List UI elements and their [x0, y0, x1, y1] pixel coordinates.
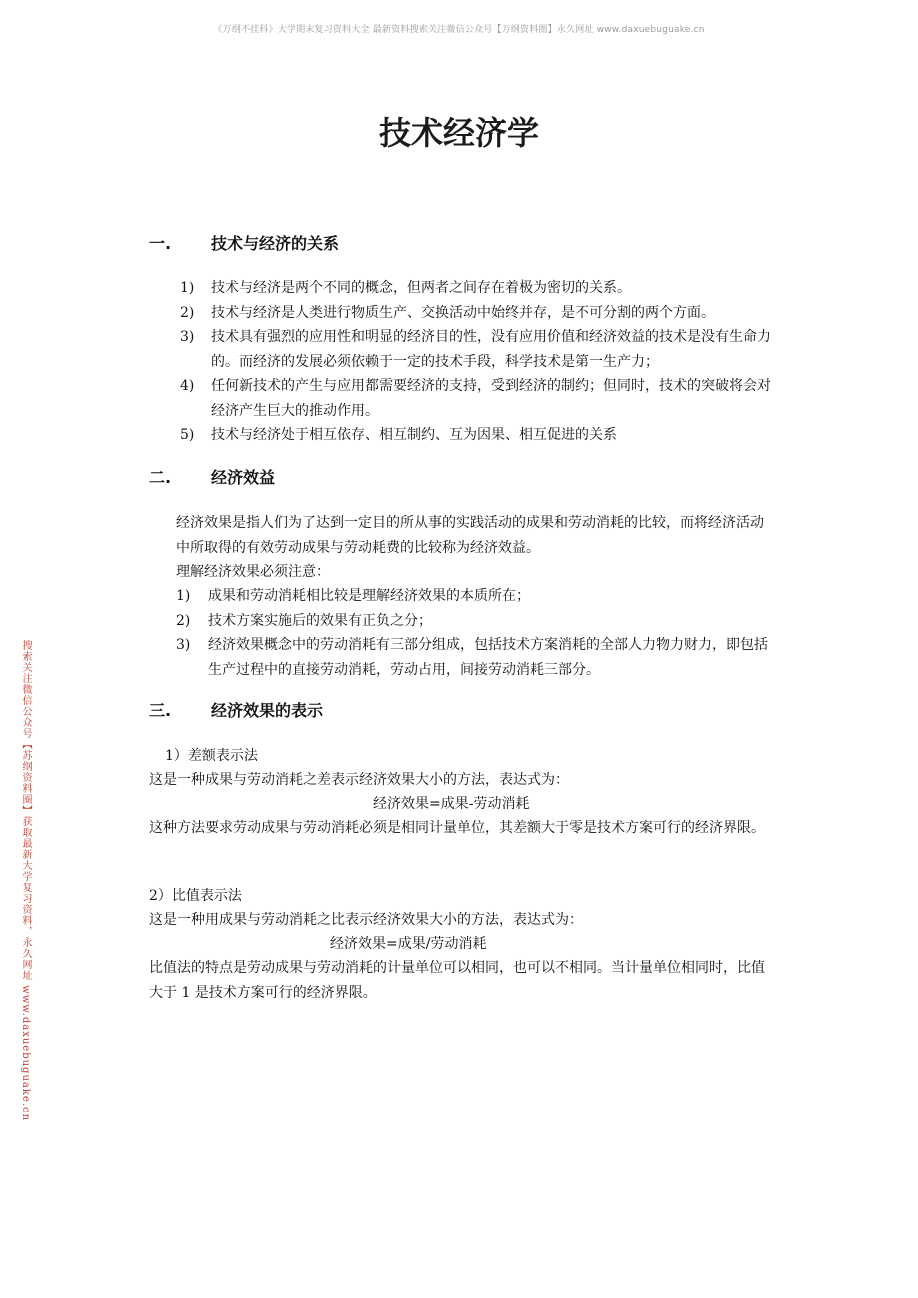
- method-2-formula: 经济效果=成果/劳动消耗: [330, 936, 487, 952]
- section-3-number: 三.: [149, 701, 172, 720]
- section-1-heading: [149, 231, 339, 254]
- side-watermark: 搜索关注微信公众号【苏纲资料圈】获取最新大学复习资料，永久网址 www.daxuebuguake.cn: [20, 640, 31, 1122]
- section-1-number: 一.: [149, 234, 172, 253]
- method-1-desc: 这是一种成果与劳动消耗之差表示经济效果大小的方法，表达式为：: [149, 772, 569, 788]
- section-1-title: 技术与经济的关系: [211, 234, 340, 253]
- section-1-list: [180, 276, 776, 448]
- section-2-number: 二.: [149, 468, 172, 487]
- section-2-note: 理解经济效果必须注意：: [176, 564, 330, 580]
- method-1-explain: 这种方法要求劳动成果与劳动消耗必须是相同计量单位，其差额大于零是技术方案可行的经济界限。: [149, 820, 765, 836]
- list-item: 3) 经济效果概念中的劳动消耗有三部分组成，包括技术方案消耗的全部人力物力财力，即包括生产过程中的直接劳动消耗，劳动占用，间接劳动消耗三部分。: [176, 637, 768, 678]
- list-item: 1) 成果和劳动消耗相比较是理解经济效果的本质所在；: [176, 588, 530, 604]
- section-2-heading: [149, 465, 275, 488]
- section-2-intro: 经济效果是指人们为了达到一定目的所从事的实践活动的成果和劳动消耗的比较，而将经济活动中所取得的有效劳动成果与劳动耗费的比较称为经济效益。: [176, 515, 764, 556]
- list-item: 5) 技术与经济处于相互依存、相互制约、互为因果、相互促进的关系: [180, 427, 617, 443]
- list-item: 2) 技术与经济是人类进行物质生产、交换活动中始终并存，是不可分割的两个方面。: [180, 304, 715, 321]
- method-1-name: 1）差额表示法: [165, 748, 258, 764]
- section-3-heading: [149, 698, 323, 721]
- method-2-explain: 比值法的特点是劳动成果与劳动消耗的计量单位可以相同，也可以不相同。当计量单位相同时，比值大于 1 是技术方案可行的经济界限。: [149, 960, 765, 1001]
- section-3-title: 经济效果的表示: [211, 701, 324, 720]
- list-item: 4) 任何新技术的产生与应用都需要经济的支持，受到经济的制约；但同时，技术的突破将会对经济产生巨大的推动作用。: [180, 378, 771, 419]
- section-2-title: 经济效益: [211, 468, 276, 487]
- list-item: 1) 技术与经济是两个不同的概念，但两者之间存在着极为密切的关系。: [180, 280, 631, 296]
- header-watermark: 《万纲不挂科》大学期末复习资料大全 最新资料搜索关注微信公众号【万纲资料圈】永久网址 www.daxuebuguake.cn: [213, 25, 705, 35]
- list-item: 2) 技术方案实施后的效果有正负之分；: [176, 612, 432, 629]
- method-2-desc: 这是一种用成果与劳动消耗之比表示经济效果大小的方法，表达式为：: [149, 912, 583, 928]
- list-item: 3) 技术具有强烈的应用性和明显的经济目的性，没有应用价值和经济效益的技术是没有生命力的。而经济的发展必须依赖于一定的技术手段，科学技术是第一生产力；: [180, 329, 771, 370]
- page-title: 技术经济学: [378, 114, 539, 152]
- section-2-list: [176, 584, 774, 682]
- method-1-formula: 经济效果=成果-劳动消耗: [373, 796, 530, 812]
- method-2-name: 2）比值表示法: [149, 888, 242, 904]
